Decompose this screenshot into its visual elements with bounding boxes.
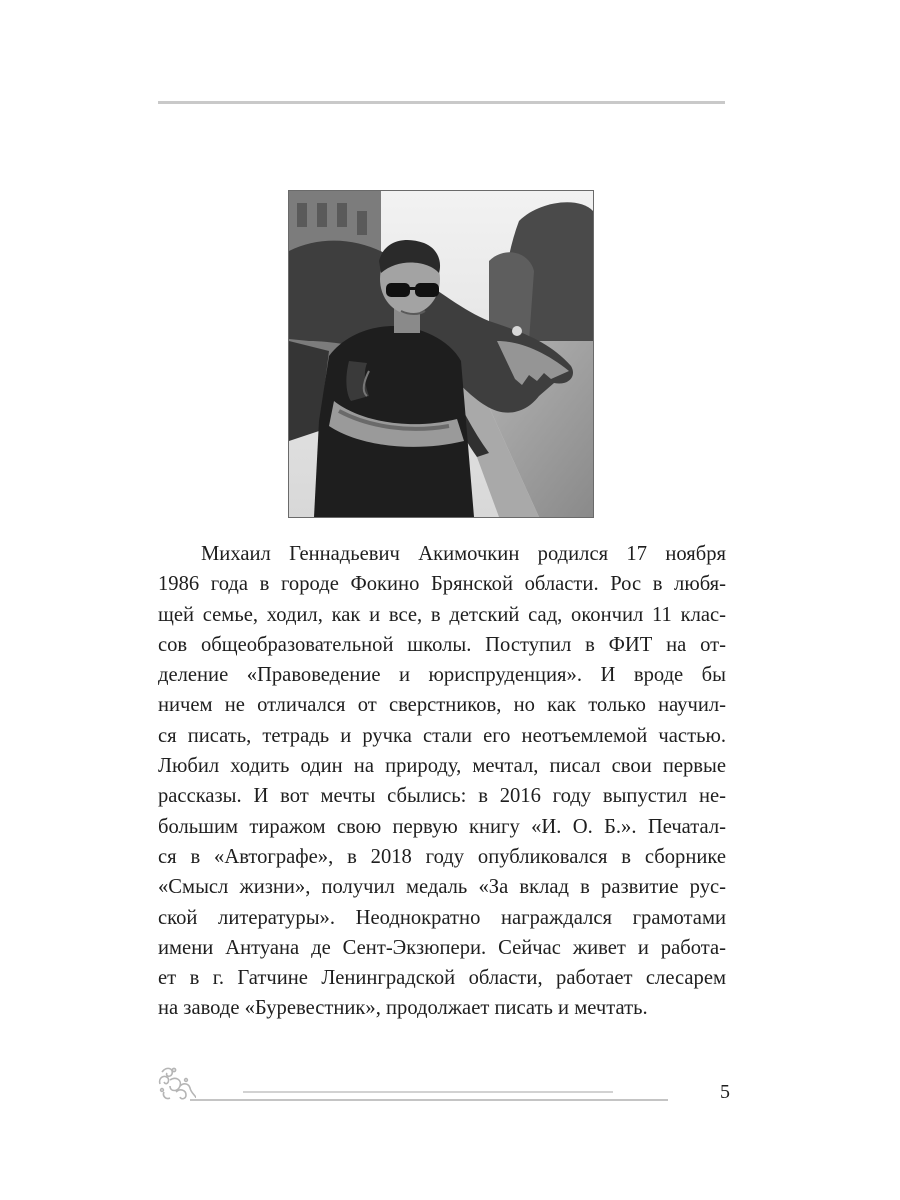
bio-line: ничем не отличался от сверстников, но как только научил- xyxy=(158,694,726,717)
bio-line: Михаил Геннадьевич Акимочкин родился 17 ноября xyxy=(201,543,726,565)
footer-rule xyxy=(190,1099,668,1101)
bio-line: на заводе «Буревестник», продолжает писать и мечтать. xyxy=(158,997,648,1020)
biography-text xyxy=(158,539,726,1024)
author-photo xyxy=(288,190,594,518)
bio-line: ет в г. Гатчине Ленинградской области, работает слесарем xyxy=(158,967,726,990)
header-rule xyxy=(158,101,725,104)
bio-line: щей семье, ходил, как и все, в детский сад, окончил 11 клас- xyxy=(158,603,726,626)
bio-line: ся в «Автографе», в 2018 году опубликовался в сборнике xyxy=(158,845,726,868)
bio-line: имени Антуана де Сент-Экзюпери. Сейчас живет и работа- xyxy=(158,936,726,959)
bio-line: деление «Правоведение и юриспруденция». И вроде бы xyxy=(158,664,726,687)
bio-line: большим тиражом свою первую книгу «И. О. Б.». Печатал- xyxy=(158,815,726,838)
bio-line: ской литературы». Неоднократно награждался грамотами xyxy=(158,906,726,929)
bio-line: ся писать, тетрадь и ручка стали его неотъемлемой частью. xyxy=(158,724,726,747)
bio-line: сов общеобразовательной школы. Поступил в ФИТ на от- xyxy=(158,633,726,656)
bio-line: «Смысл жизни», получил медаль «За вклад в развитие рус- xyxy=(158,876,726,899)
floral-ornament-icon xyxy=(156,1062,196,1102)
footer-rule-inner xyxy=(243,1091,613,1093)
page-number: 5 xyxy=(720,1081,730,1103)
bio-line: рассказы. И вот мечты сбылись: в 2016 году выпустил не- xyxy=(158,785,726,808)
bio-line: 1986 года в городе Фокино Брянской области. Рос в любя- xyxy=(158,573,726,596)
bio-line: Любил ходить один на природу, мечтал, писал свои первые xyxy=(158,755,726,778)
